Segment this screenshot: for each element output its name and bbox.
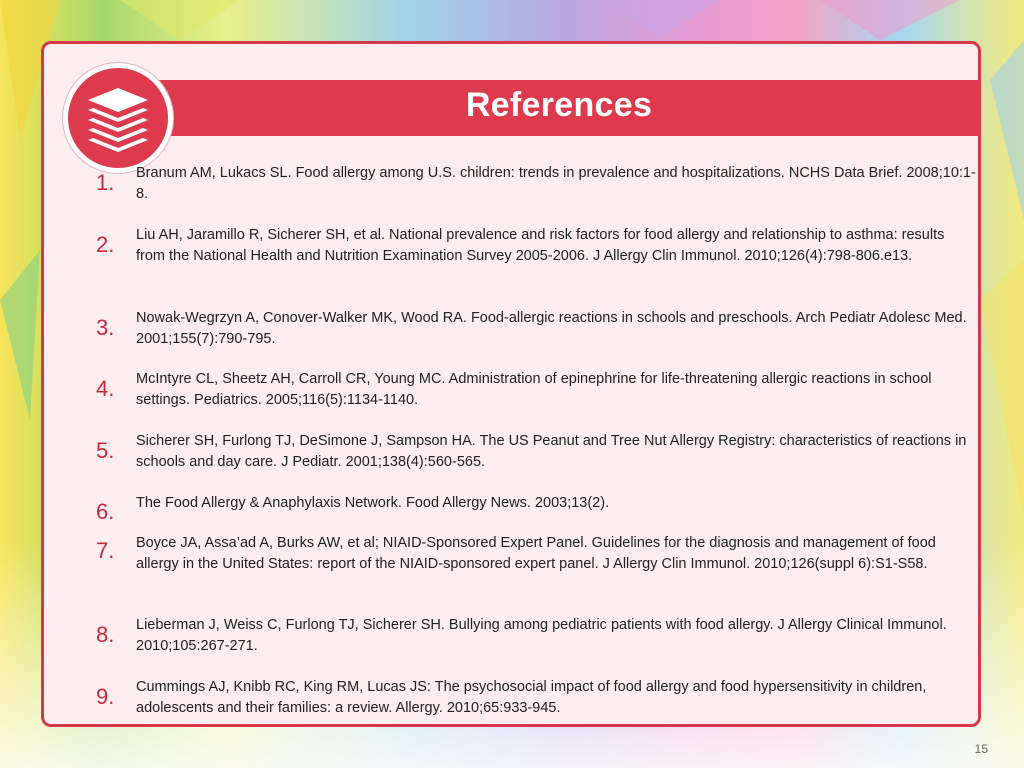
page-title: References [465,86,653,124]
reference-text: Nowak-Wegrzyn A, Conover-Walker MK, Wood RA. Food-allergic reactions in schools and preschools. Arch Pediatr Adolesc Med. 2001;155(7):790-795. [136,310,967,347]
reference-number: 3. [96,315,115,340]
reference-number: 5. [96,438,115,463]
reference-text: The Food Allergy & Anaphylaxis Network. Food Allergy News. 2003;13(2). [136,495,610,511]
reference-number: 8. [96,622,115,647]
reference-number: 2. [96,232,115,257]
reference-text: Cummings AJ, Knibb RC, King RM, Lucas JS: The psychosocial impact of food allergy and food hypersensitivity in children, adolescents and their families: a review. Allergy. 2010;65:933-945. [136,679,927,716]
reference-number: 1. [96,170,115,195]
reference-text: Liu AH, Jaramillo R, Sicherer SH, et al. National prevalence and risk factors for food allergy and relationship to asthma: results from the National Health and Nutrition Examination Survey 2005-2006. J Allergy Clin Immunol. 2010;126(4):798-806.e13. [136,227,945,264]
stack-icon [63,63,173,173]
reference-number: 9. [96,684,115,709]
stack-layers-icon [68,68,168,168]
reference-text: Branum AM, Lukacs SL. Food allergy among U.S. children: trends in prevalence and hospitalizations. NCHS Data Brief. 2008;10:1-8. [136,165,976,202]
content-card [41,41,981,727]
reference-number: 4. [96,376,115,401]
reference-number: 6. [96,499,115,524]
reference-text: Sicherer SH, Furlong TJ, DeSimone J, Sampson HA. The US Peanut and Tree Nut Allergy Registry: characteristics of reactions in schools and day care. J Pediatr. 2001;138(4):560-565. [136,433,967,470]
reference-text: Lieberman J, Weiss C, Furlong TJ, Sicherer SH. Bullying among pediatric patients with food allergy. J Allergy Clinical Immunol. 2010;105:267-271. [136,617,947,654]
reference-text: McIntyre CL, Sheetz AH, Carroll CR, Young MC. Administration of epinephrine for life-threatening allergic reactions in school settings. Pediatrics. 2005;116(5):1134-1140. [136,371,932,408]
reference-text: Boyce JA, Assa’ad A, Burks AW, et al; NIAID-Sponsored Expert Panel. Guidelines for the diagnosis and management of food allergy in the United States: report of the NIAID-sponsored expert panel. J Allergy Clin Immunol. 2010;126(suppl 6):S1-S58. [136,535,936,572]
reference-number: 7. [96,538,115,563]
title-bar [137,80,981,136]
page-number: 15 [974,742,988,756]
